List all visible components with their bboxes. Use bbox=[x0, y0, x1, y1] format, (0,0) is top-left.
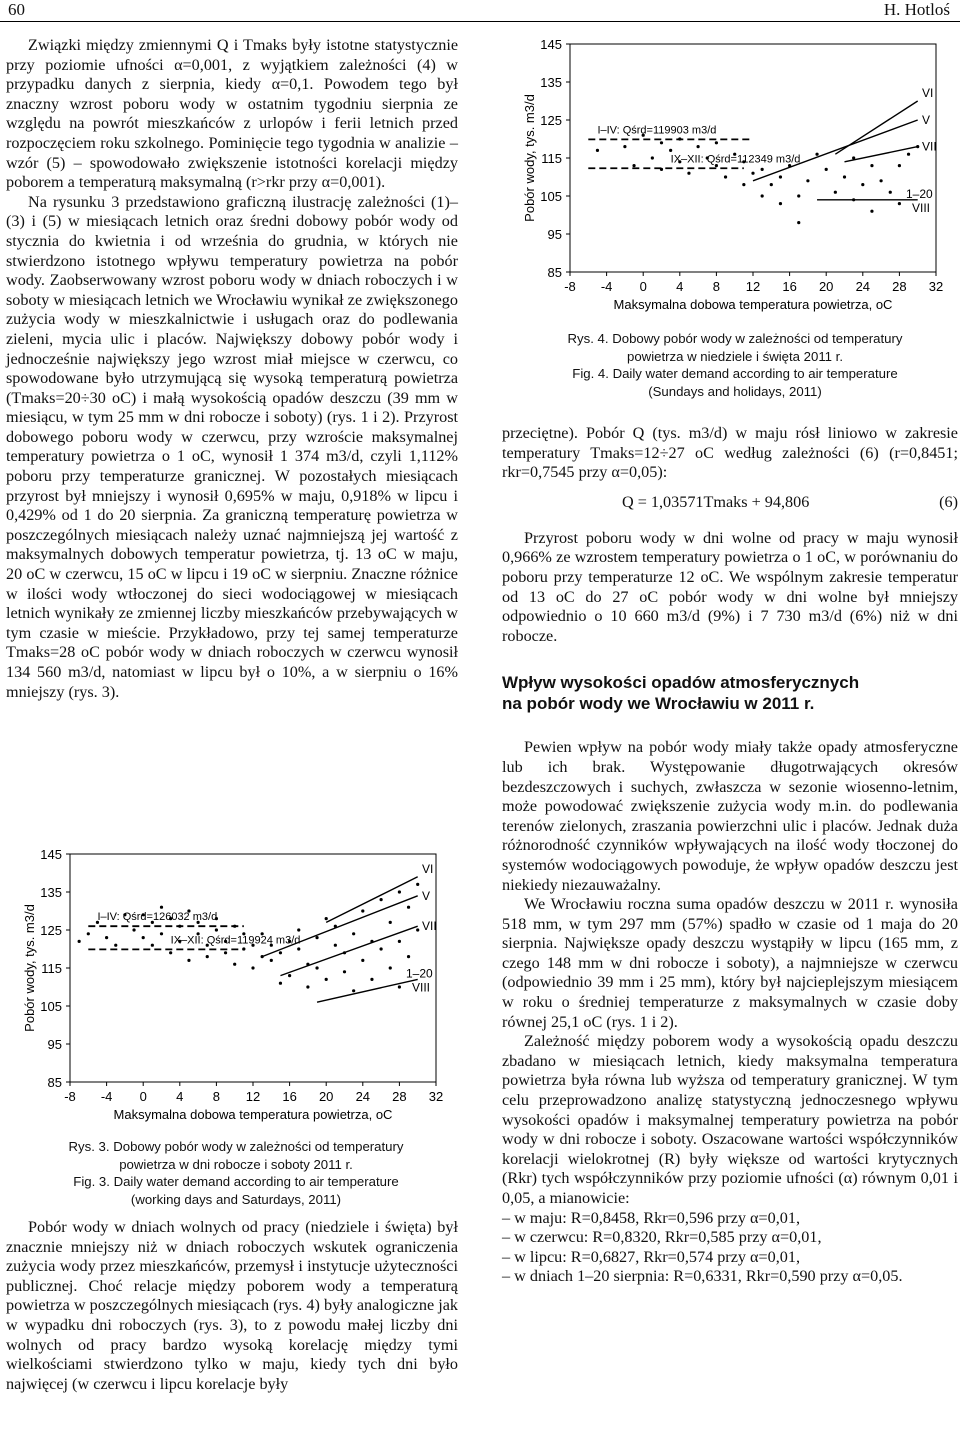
data-point bbox=[825, 168, 828, 171]
y-tick-label: 115 bbox=[41, 961, 62, 976]
fig3-caption bbox=[36, 1138, 436, 1208]
data-point bbox=[380, 947, 383, 950]
list-item: – w lipcu: R=0,6827, Rkr=0,574 przy α=0,01, bbox=[502, 1247, 800, 1266]
data-point bbox=[779, 202, 782, 205]
data-point bbox=[361, 959, 364, 962]
data-point bbox=[87, 932, 90, 935]
x-tick-label: -8 bbox=[564, 279, 576, 294]
data-point bbox=[907, 153, 910, 156]
x-tick-label: 12 bbox=[745, 279, 761, 294]
data-point bbox=[715, 141, 718, 144]
regression-line bbox=[280, 926, 417, 975]
data-point bbox=[870, 210, 873, 213]
data-point bbox=[779, 175, 782, 178]
data-point bbox=[251, 966, 254, 969]
x-tick-label: -8 bbox=[64, 1089, 76, 1104]
data-point bbox=[398, 985, 401, 988]
y-tick-label: 95 bbox=[47, 1037, 62, 1052]
section-heading bbox=[502, 672, 958, 714]
paragraph: Przyrost poboru wody w dni wolne od pracy w maju wynosił 0,966% ze wzrostem temperatury powietrza o 1 oC, w porównaniu do poboru przy temperaturze 12 oC. We wspólnym zakresie temperatur od 13 oC do 27 oC pobór wody w dni wolne był mniejszy odpowiednio o 10 660 m3/d (9%) i 7 730 m3/d (6%) niż w dni robocze. bbox=[502, 528, 958, 645]
data-point bbox=[279, 951, 282, 954]
data-point bbox=[380, 898, 383, 901]
data-point bbox=[870, 164, 873, 167]
x-tick-label: 0 bbox=[139, 1089, 147, 1104]
data-point bbox=[398, 890, 401, 893]
data-point bbox=[132, 928, 135, 931]
data-point bbox=[416, 883, 419, 886]
line-label: VI bbox=[422, 861, 434, 876]
equation-6 bbox=[502, 489, 958, 519]
x-tick-label: 4 bbox=[676, 279, 684, 294]
section-heading-line: Wpływ wysokości opadów atmosferycznych bbox=[502, 673, 860, 693]
data-point bbox=[78, 940, 81, 943]
x-tick-label: -4 bbox=[100, 1089, 113, 1104]
section-heading-line: na pobór wody we Wrocławiu w 2011 r. bbox=[502, 694, 815, 714]
correlation-list bbox=[502, 1209, 958, 1287]
x-tick-label: 20 bbox=[318, 1089, 334, 1104]
data-point bbox=[343, 970, 346, 973]
header-rule bbox=[0, 21, 960, 22]
right-column bbox=[502, 424, 958, 1287]
data-point bbox=[623, 145, 626, 148]
data-point bbox=[389, 966, 392, 969]
regression-line bbox=[753, 120, 918, 181]
data-point bbox=[279, 982, 282, 985]
paragraph: Na rysunku 3 przedstawiono graficzną ilustrację zależności (1)–(3) i (5) w miesiącach letnich oraz średni dobowy pobór wody od stycznia do kwietnia i od września do grudnia, w których nie stwierdzono istotnego wpływu temperatury powietrza na pobór wody. Zaobserwowany wzrost poboru wody w dniach roboczych i w soboty w miesiącach letnich we Wrocławiu wynikał ze zwiększonego zużycia wody w mieszkalnictwie i usługach oraz do podlewania zieleni, mycia ulic i placów. Największy dobowy pobór wody i jednocześnie największy jego wzrost miał miejsce w czerwcu, co spowodowane było utrzymującą się wysoką temperaturą powietrza (Tmaks=20÷30 oC) i małą wysokością opadów deszczu (39 mm w miesiącu, w tym 25 mm w dni robocze i soboty) (rys. 1 i 2). Przyrost dobowego poboru wody w czerwcu, przy wzroście maksymalnej temperatury powietrza o 1 oC, wynosił 1 374 m3/d, czyli 1,112% poboru przy temperaturze granicznej. W pozostałych miesiącach przyrost był mniejszy i wynosił 0,695% w maju, 0,918% w lipcu i 0,429% od 1 do 20 sierpnia. Za graniczną temperaturę powietrza w poszczególnych miesiącach należy uznać najmniejszą jej wartość z maksymalnych dobowych temperatur powietrza, tj. 13 oC w maju, 20 oC w czerwcu, 15 oC w lipcu i 19 oC w sierpniu. Znaczne różnice w ilości wody wtłoczonej do sieci wodociągowej w miesiącach letnich wynikały ze zmiennej liczby mieszkańców przebywających w tym czasie w mieście. Przykładowo, przy tej samej temperaturze Tmaks=28 oC pobór wody w dniach roboczych w czerwcu wynosił 134 560 m3/d, natomiast w lipcu był o 10%, a w sierpniu o 16% mniejszy (rys. 3). bbox=[6, 192, 458, 701]
y-tick-label: 125 bbox=[540, 113, 562, 128]
line-label: VII bbox=[922, 139, 937, 154]
fig4-caption-pl: powietrza w niedziele i święta 2011 r. bbox=[627, 348, 843, 364]
data-point bbox=[270, 959, 273, 962]
data-point bbox=[160, 932, 163, 935]
data-point bbox=[370, 978, 373, 981]
equation-text: Q = 1,03571Tmaks + 94,806 bbox=[622, 492, 810, 511]
data-point bbox=[325, 978, 328, 981]
mean-label: IX–XII: Qśrd=112349 m3/d bbox=[670, 153, 801, 166]
y-tick-label: 125 bbox=[40, 923, 62, 938]
data-point bbox=[651, 156, 654, 159]
x-axis-label: Maksymalna dobowa temperatura powietrza, oC bbox=[113, 1107, 393, 1122]
y-axis-label: Pobór wody, tys. m3/d bbox=[522, 94, 537, 222]
fig3-caption-en: Fig. 3. Daily water demand according to air temperature bbox=[73, 1174, 399, 1189]
paragraph: We Wrocławiu roczna suma opadów deszczu w 2011 r. wynosiła 518 mm, w tym 297 mm (57%) spadło w czasie od 1 maja do 20 sierpnia. Największe opady deszczu wystąpiły w lipcu (165 mm, z czego 148 mm w dni robocze i soboty), a najmniejsze w czerwcu (odpowiednio 39 mm i 25 mm), który był najcieplejszym miesiącem w roku o średniej temperaturze z maksymalnych w czasie doby równej 25,1 oC (rys. 1 i 2). bbox=[502, 895, 958, 1031]
data-point bbox=[889, 191, 892, 194]
fig3-caption-en: (working days and Saturdays, 2011) bbox=[130, 1191, 342, 1207]
data-point bbox=[843, 175, 846, 178]
data-point bbox=[334, 944, 337, 947]
fig4-caption bbox=[530, 330, 940, 400]
data-point bbox=[407, 906, 410, 909]
regression-line bbox=[326, 877, 418, 923]
x-tick-label: 8 bbox=[712, 279, 721, 294]
data-point bbox=[770, 183, 773, 186]
data-point bbox=[215, 928, 218, 931]
data-point bbox=[297, 928, 300, 931]
data-point bbox=[742, 183, 745, 186]
data-point bbox=[596, 149, 599, 152]
data-point bbox=[187, 959, 190, 962]
x-tick-label: 16 bbox=[282, 1089, 297, 1104]
list-item: – w maju: R=0,8458, Rkr=0,596 przy α=0,01, bbox=[502, 1208, 800, 1227]
fig3-caption-pl: powietrza w dni robocze i soboty 2011 r. bbox=[119, 1156, 353, 1172]
y-axis-label: Pobór wody, tys. m3/d bbox=[22, 904, 37, 1032]
data-point bbox=[761, 168, 764, 171]
data-point bbox=[834, 191, 837, 194]
mean-label: IX–XII: Qśrd=119924 m3/d bbox=[170, 934, 301, 947]
fig3-chart bbox=[18, 846, 448, 1131]
line-label: VIII bbox=[912, 200, 931, 215]
x-tick-label: 32 bbox=[928, 279, 944, 294]
fig4-caption-en: (Sundays and holidays, 2011) bbox=[648, 383, 822, 399]
data-point bbox=[315, 966, 318, 969]
regression-line bbox=[262, 896, 418, 957]
data-point bbox=[169, 951, 172, 954]
x-tick-label: 24 bbox=[355, 1089, 371, 1104]
list-item: – w dniach 1–20 sierpnia: R=0,6331, Rkr=0,590 przy α=0,05. bbox=[502, 1267, 903, 1286]
data-point bbox=[206, 955, 209, 958]
data-point bbox=[797, 221, 800, 224]
fig4-caption-en: Fig. 4. Daily water demand according to air temperature bbox=[572, 366, 898, 381]
data-point bbox=[325, 917, 328, 920]
line-label: V bbox=[422, 888, 431, 903]
x-tick-label: 8 bbox=[212, 1089, 221, 1104]
x-tick-label: 20 bbox=[818, 279, 834, 294]
data-point bbox=[761, 194, 764, 197]
fig4-caption-pl: Rys. 4. Dobowy pobór wody w zależności od temperatury bbox=[567, 331, 903, 346]
x-tick-label: -4 bbox=[600, 279, 613, 294]
x-tick-label: 0 bbox=[639, 279, 647, 294]
data-point bbox=[407, 955, 410, 958]
data-point bbox=[697, 145, 700, 148]
data-point bbox=[160, 906, 163, 909]
y-tick-label: 145 bbox=[40, 847, 62, 862]
y-tick-label: 105 bbox=[40, 999, 62, 1014]
y-tick-label: 105 bbox=[540, 189, 562, 204]
y-tick-label: 135 bbox=[40, 885, 62, 900]
y-tick-label: 135 bbox=[540, 75, 562, 90]
data-point bbox=[297, 947, 300, 950]
x-tick-label: 16 bbox=[782, 279, 797, 294]
data-point bbox=[315, 936, 318, 939]
fig3-caption-pl: Rys. 3. Dobowy pobór wody w zależności od temperatury bbox=[68, 1139, 404, 1154]
data-point bbox=[880, 179, 883, 182]
data-point bbox=[288, 974, 291, 977]
data-point bbox=[361, 909, 364, 912]
data-point bbox=[224, 951, 227, 954]
data-point bbox=[105, 936, 108, 939]
x-tick-label: 28 bbox=[392, 1089, 407, 1104]
y-tick-label: 85 bbox=[47, 1075, 62, 1090]
data-point bbox=[416, 928, 419, 931]
x-tick-label: 32 bbox=[428, 1089, 444, 1104]
data-point bbox=[724, 175, 727, 178]
data-point bbox=[797, 194, 800, 197]
x-tick-label: 12 bbox=[245, 1089, 261, 1104]
y-tick-label: 95 bbox=[547, 227, 562, 242]
data-point bbox=[660, 141, 663, 144]
left-column-top bbox=[6, 36, 458, 702]
equation-number: (6) bbox=[939, 492, 958, 511]
x-axis-label: Maksymalna dobowa temperatura powietrza, oC bbox=[613, 297, 893, 312]
running-header-author: H. Hotloś bbox=[883, 0, 950, 19]
line-label: 1–20 bbox=[406, 966, 433, 981]
line-label: V bbox=[922, 113, 931, 127]
regression-line bbox=[317, 979, 418, 1002]
x-tick-label: 24 bbox=[855, 279, 871, 294]
line-label: VII bbox=[422, 919, 437, 934]
mean-label: I–IV: Qśrd=119903 m3/d bbox=[597, 124, 717, 137]
data-point bbox=[389, 921, 392, 924]
data-point bbox=[352, 989, 355, 992]
left-column-bottom bbox=[6, 1218, 458, 1394]
data-point bbox=[898, 164, 901, 167]
x-tick-label: 28 bbox=[892, 279, 907, 294]
data-point bbox=[687, 172, 690, 175]
paragraph: Pobór wody w dniach wolnych od pracy (niedziele i święta) był znacznie mniejszy niż w dniach roboczych wskutek ograniczenia zużycia wody przez mieszkańców, przemysł i instytucje użyteczności publicznej. Choć relacje między poborem wody a temperaturą powietrza w poszczególnych miesiącach (rys. 4) były analogiczne jak w wypadku dni roboczych (rys. 3), to z powodu małej liczby dni wolnych od pracy bardzo wysoką korelację między tymi wielkościami stwierdzono tylko w maju, kiedy tych dni było najwięcej (w czerwcu i lipcu korelacje były bbox=[6, 1218, 458, 1393]
y-tick-label: 85 bbox=[547, 265, 562, 280]
line-label: VI bbox=[922, 86, 934, 100]
line-label: VIII bbox=[412, 980, 431, 995]
data-point bbox=[151, 944, 154, 947]
page-number: 60 bbox=[8, 0, 25, 19]
data-point bbox=[751, 172, 754, 175]
paragraph: przeciętne). Pobór Q (tys. m3/d) w maju rósł liniowo w zakresie temperatury Tmaks=12÷27 oC według zależności (6) (r=0,8451; rkr=0,7545 przy α=0,05): bbox=[502, 424, 958, 482]
data-point bbox=[898, 202, 901, 205]
data-point bbox=[806, 179, 809, 182]
data-point bbox=[352, 932, 355, 935]
x-tick-label: 4 bbox=[176, 1089, 184, 1104]
data-point bbox=[398, 940, 401, 943]
paragraph: Zależność między poborem wody a wysokością opadu deszczu zbadano w miesiącach letnich, kiedy maksymalna temperatura powietrza była równa lub wyższa od temperatury granicznej. W tym celu przeprowadzono analizę statystyczną jednoczesnego wpływu wysokości opadów i maksymalnej temperatury powietrza na pobór wody w dni robocze i soboty. Oszacowane wartości współczynników korelacji wielokrotnej (R) były większe od wartości krytycznych (Rkr) tych współczynników przy poziomie ufności (α) równym 0,01 i 0,05, a mianowicie: bbox=[502, 1032, 958, 1207]
data-point bbox=[669, 149, 672, 152]
paragraph: Związki między zmiennymi Q i Tmaks były istotne statystycznie przy poziomie ufności α=0,001, z wyjątkiem zależności (4) w przypadku danych z sierpnia, kiedy α=0,1. Powodem tego był znaczny wzrost poboru wody w ostatnim tygodniu sierpnia ze względu na powrót mieszkańców z urlopów i ferii letnich przed rozpoczęciem roku szkolnego. Pominięcie tego tygodnia w analizie – wzór (5) – spowodowało zwiększenie istotności korelacji między poborem a temperaturą maksymalną (r>rkr przy α=0,001). bbox=[6, 36, 458, 192]
mean-label: I–IV: Qśrd=126032 m3/d bbox=[97, 911, 218, 924]
regression-line bbox=[845, 147, 918, 162]
data-point bbox=[632, 164, 635, 167]
data-point bbox=[114, 944, 117, 947]
data-point bbox=[233, 963, 236, 966]
data-point bbox=[306, 985, 309, 988]
data-point bbox=[815, 153, 818, 156]
line-label: 1–20 bbox=[906, 186, 933, 201]
y-tick-label: 145 bbox=[540, 37, 562, 52]
paragraph: Pewien wpływ na pobór wody miały także opady atmosferyczne lub ich brak. Występowanie długotrwających okresów bezdeszczowych i suchych, zwłaszcza w sezonie wiosenno-letnim, może powodować zwiększenie zużycia wody m.in. do podlewania terenów zielonych, zraszania powierzchni ulic i placów. Jednak duża różnorodność czynników wpływających na ilość wody tłoczonej do systemów wodociągowych powoduje, że wpływ opadów deszczu jest niekiedy niezauważalny. bbox=[502, 738, 958, 894]
data-point bbox=[142, 936, 145, 939]
data-point bbox=[861, 183, 864, 186]
fig4-chart bbox=[518, 36, 948, 321]
list-item: – w czerwcu: R=0,8320, Rkr=0,585 przy α=0,01, bbox=[502, 1228, 822, 1247]
y-tick-label: 115 bbox=[541, 151, 562, 166]
